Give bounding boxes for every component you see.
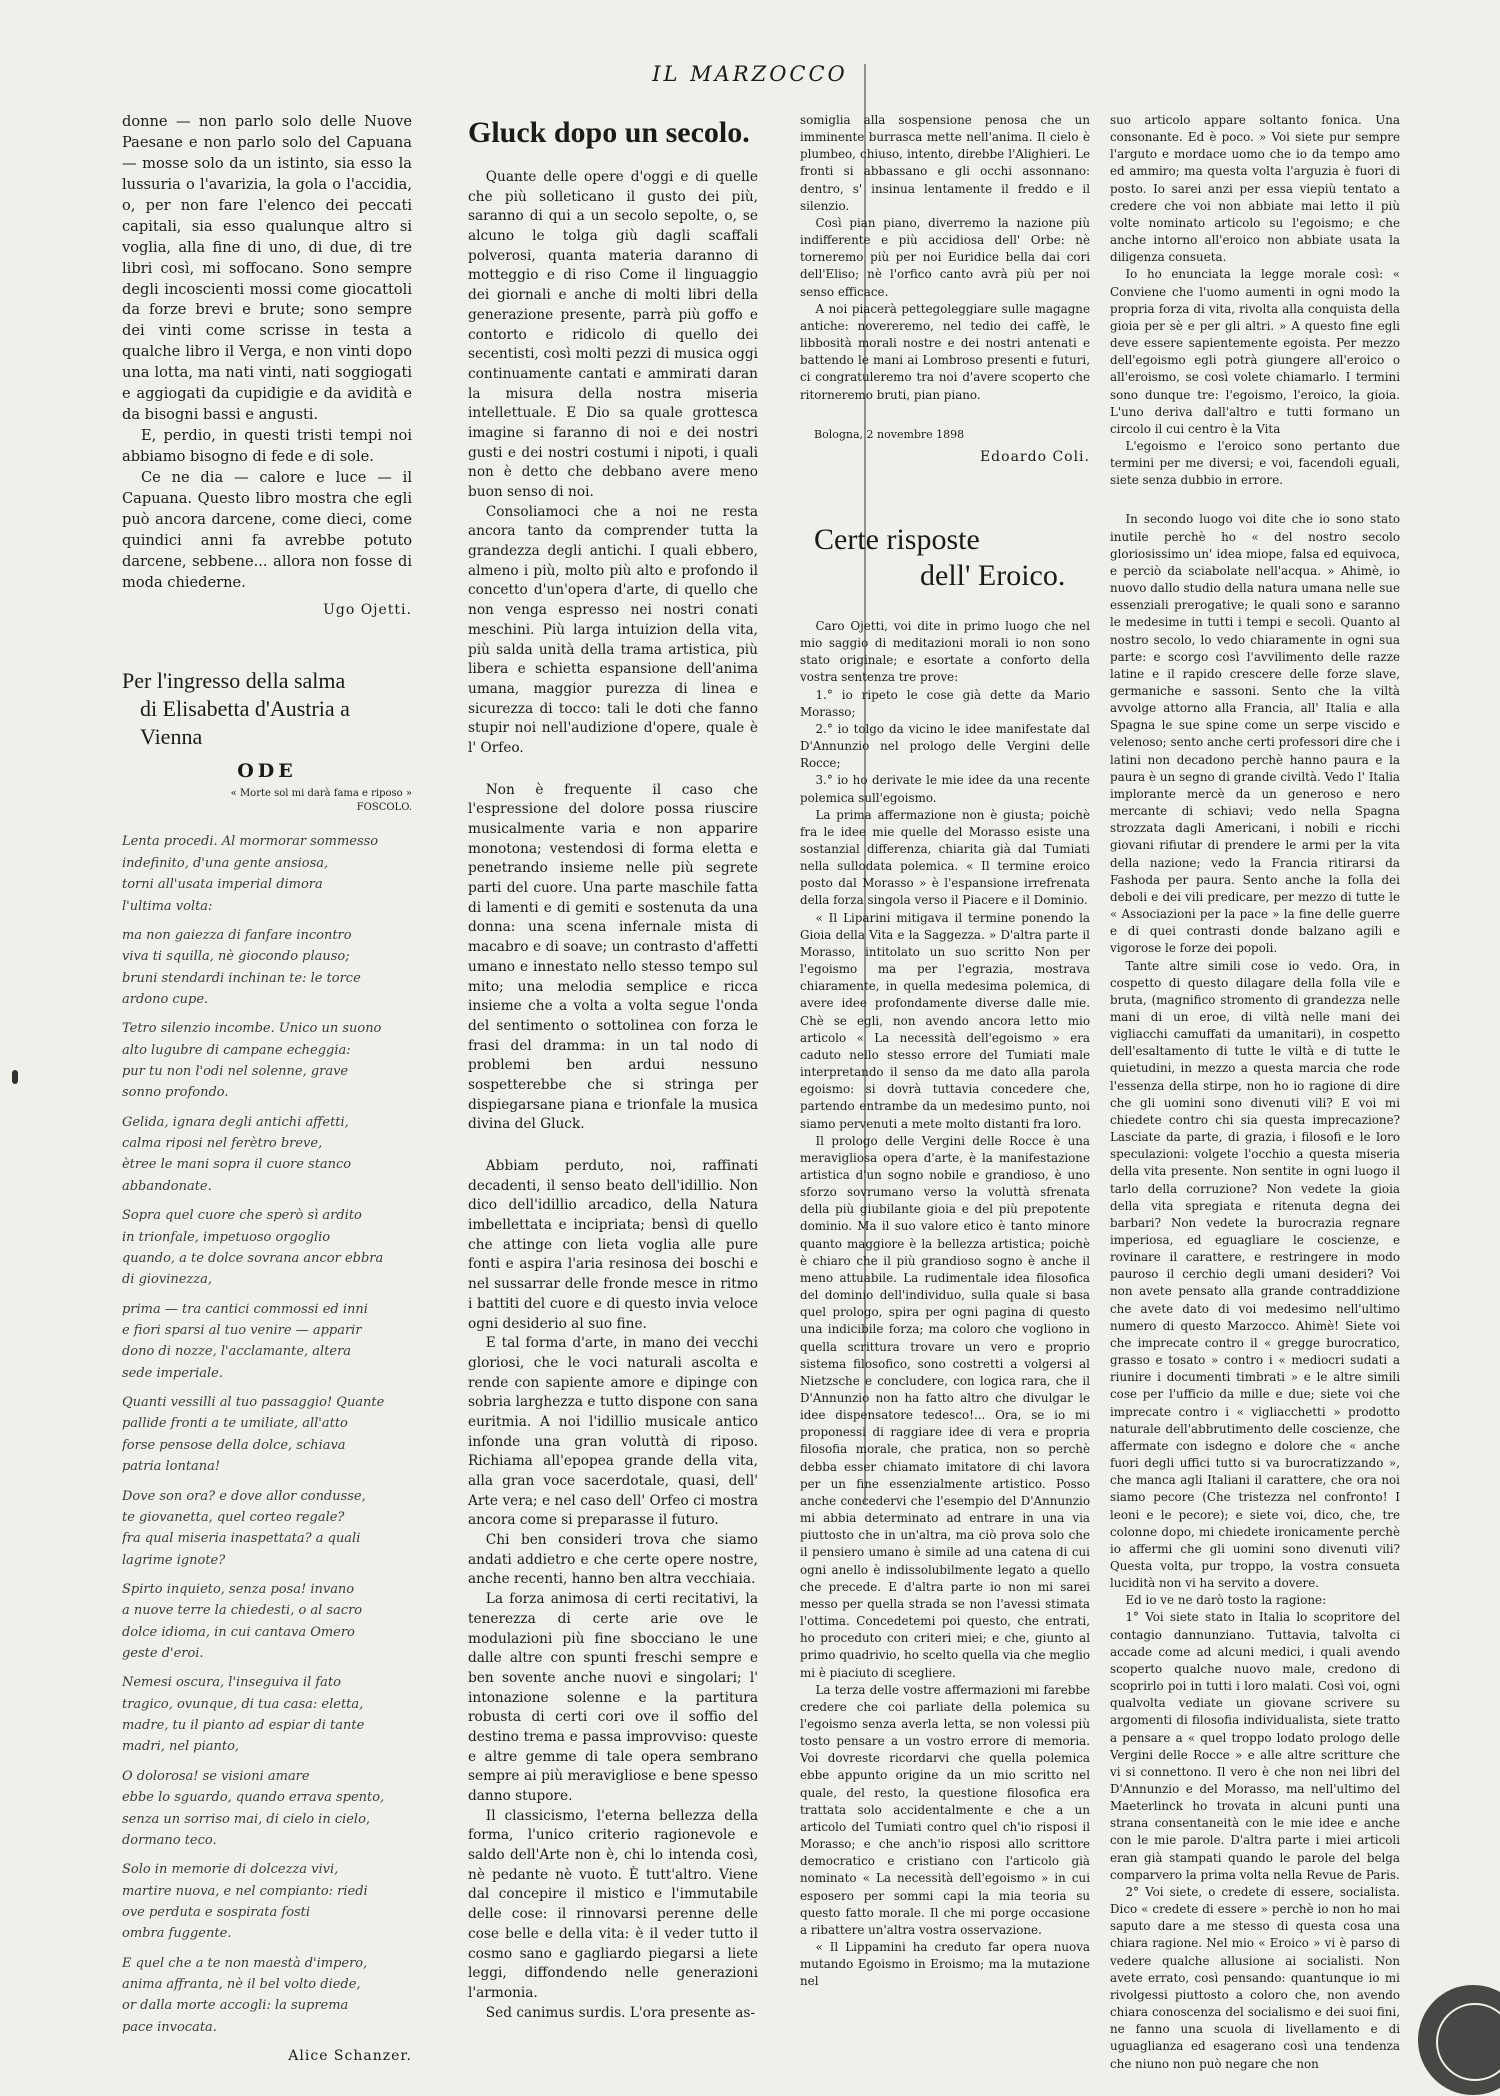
poem-stanza [122,1018,412,1103]
article-signature: Ugo Ojetti. [323,601,412,618]
paragraph: somiglia alla sospensione penosa che un imminente burrasca mette nell'anima. Il cielo è plumbeo, chiuso, intento, direbbe l'Alighieri. Le fronti si abbassano e gli occhi assonnano: dentro, s' insinua lentamente il freddo e il silenzio. [800,113,1090,213]
poem-line: e fiori sparsi al tuo venire — apparir [122,1322,362,1338]
poem-line: sonno profondo. [122,1085,229,1101]
poem-line: calma riposi nel ferètro breve, [122,1136,323,1152]
paragraph: La forza animosa di certi recitativi, la tenerezza di certe arie ove le modulazioni più fine sbocciano le une dalle altre con spunti freschi sempre e ben sovente anche nuovi e singolari; l' intonazione solenne e la partitura robusta di certi cori ove il soffio del destino trema e passa improvviso: queste e altre gemme di tale opera sembrano sempre ai più meravigliose e bene spesso danno stupore. [468,1591,758,1804]
poem-line: a nuove terre la chiedesti, o al sacro [122,1603,363,1619]
poem-stanza [122,1579,412,1664]
poem-line: Gelida, ignara degli antichi affetti, [122,1114,349,1130]
poem-stanza [122,831,412,916]
poem-line: di giovinezza, [122,1272,212,1288]
poem-line: Dove son ora? e dove allor condusse, [122,1488,366,1504]
paragraph: « Il Lippamini ha creduto far opera nuova mutando Egoismo in Eroismo; ma la mutazione nel [800,1940,1090,1989]
paragraph: Io ho enunciata la legge morale così: « Conviene che l'uomo aumenti in ogni modo la propria forza di vita, rivolta alla conquista della gioia per sè e per gli altri. » A questo fine egli deve essere sapientemente egoista. Per mezzo dell'egoismo egli potrà giungere all'eroico o all'eroismo, se così volete chiamarlo. I termini sono dunque tre: l'egoismo, l'eroico, la gioia. L'uno deriva dall'altro e tutti formano un circolo il cui centro è la Vita [1110,267,1400,436]
paragraph: 2.° io tolgo da vicino le idee manifestate dal D'Annunzio nel prologo delle Vergini delle Rocce; [800,721,1090,771]
paragraph: Così pian piano, diverremo la nazione più indifferente e più accidiosa dell' Orbe: nè torneremo più per noi Euridice bella dai cori dell'Eliso; nè l'orfico canto avrà più per noi senso efficace. [800,215,1090,299]
epigraph-quote: « Morte sol mi darà fama e riposo » [230,788,412,800]
paragraph: Consoliamoci che a noi ne resta ancora tanto da comprender tutta la grandezza degli antichi. I quali ebbero, almeno i più, molto più alto e profondo il concetto d'un'opera d'arte, di quello che non venga espresso nei nostri conati meschini. Più larga intuizion della vita, più salda unità della trama artistica, più libera e schietta espansione dell'anima umana, maggior purezza di linea e sicurezza di tocco: tali le doti che fanno stupir noi nell'audizione d'opere, quale è l' Orfeo. [468,503,758,756]
article-title: Certe risposte [814,522,980,556]
paragraph: Il classicismo, l'eterna bellezza della forma, l'unico criterio ragionevole e saldo dell'Arte non è, chi lo intenda così, nè pedante nè vuoto. È tutt'altro. Viene dal concepire il mistico e l'immutabile delle cose: il rinnovarsi perenne delle cose belle e della vita: è il veder tutto il cosmo sano e gagliardo piegarsi a liete leggi, diffondendo nelle generazioni l'armonia. [468,1807,758,2001]
poem-line: viva ti squilla, nè giocondo plauso; [122,949,350,965]
paragraph: La terza delle vostre affermazioni mi farebbe credere che coi parliate della polemica su l'egoismo senza averla letta, se non volessi più tosto pensare a un vostro errore di memoria. Voi dovreste ricordarvi che quella polemica ebbe appunto origine da un mio scritto nel quale, del resto, la questione filosofica era trattata solo accidentalmente e che a un articolo del Tumiati contro quel ch'io risposi il Morasso; e che anch'io risposi allo scrittore democratico e cristiano con l'articolo già nominato « La necessità dell'egoismo » in cui esposero per sommi capi la mia teoria su questo fatto morale. Il che mi porge occasione a ribattere un'altra vostra osservazione. [800,1682,1090,1937]
paragraph: E, perdio, in questi tristi tempi noi abbiamo bisogno di fede e di sole. [122,427,412,465]
article-body [800,618,1090,1991]
paragraph: 1° Voi siete stato in Italia lo scopritore del contagio dannunziano. Tuttavia, talvolta ci accade come ad alcuni medici, i quali avendo scoperto qualche nuovo male, credono di scoprirlo poi in tutti i loro malati. Così voi, ogni qualvolta vediate un giovane scrivere su argomenti di filosofia individualista, siete tratto a pensare a « quel troppo lodato prologo delle Vergini delle Rocce » e alle altre scritture che vi si connettono. Il vero è che non nei libri del D'Annunzio e del Morasso, ma nell'ultimo del Maeterlinck ho trovata in alcuni punti una strana consentaneità con le mie idee e anche con le mie parole. D'altra parte i miei articoli eran già stampati quando le parole del belga comparvero la prima volta nella Revue de Paris. [1110,1610,1400,1882]
poem-line: pur tu non l'odi nel solenne, grave [122,1064,349,1080]
poem-line: pallide fronti a te umiliate, all'atto [122,1416,348,1432]
poem-line: tragico, ovunque, di tua casa: eletta, [122,1696,364,1712]
paragraph: In secondo luogo voi dite che io sono stato inutile perchè ho « del nostro secolo gloriosissimo un' idea miope, falsa ed equivoca, e perciò da sciabolate nell'acqua. » Ahimè, io nuovo dallo studio della natura umana nelle sue essenziali prerogative; le quali sono e saranno le medesime in tutti i tempi e secoli. Quanto al nostro secolo, lo vedo chiaramente in ogni sua parte: e scorgo così l'avvilimento delle razze latine e il rapido crescere delle forze slave, germaniche e sassoni. Sento che la viltà avvolge attorno alla Francia, all' Italia e alla Spagna le sue spine come un serpe viscido e velenoso; sento anche certi professori dire che i latini non decadono perchè hanno paura e la paura è un segno di grande civiltà. Vedo l' Italia implorante mercè da un generoso e nero mercante di schiavi; vedo nella Spagna strozzata dagli Americani, i nobili e ricchi giovani rifiutar di prendere le armi per la vita della nazione; vedo la Francia ritirarsi da Fashoda per paura. Sento anche la folla dei deboli e dei vili predicare, per mezzo di tutte le « Associazioni per la pace » la fine delle guerre e di quei contrasti donde balzano agili e vigorose le forze dei popoli. [1110,512,1400,956]
paragraph: Caro Ojetti, voi dite in primo luogo che nel mio saggio di meditazioni morali io non sono stato originale; e esortate a conforto della vostra sentenza tre prove: [800,618,1090,685]
ink-blot [12,1070,18,1084]
poem-title-line-2: di Elisabetta d'Austria a Vienna [140,695,350,749]
article-title-line-2: dell' Eroico. [920,558,1066,592]
article-title: Gluck dopo un secolo. [468,116,750,149]
ode-heading: ODE [237,759,297,782]
poem-line: forse pensose della dolce, schiava [122,1437,346,1453]
paragraph: 3.° io ho derivate le mie idee da una recente polemica sull'egoismo. [800,773,1090,805]
poem-line: E quel che a te non maestà d'impero, [122,1955,368,1971]
poem-title: Per l'ingresso della salma [122,667,346,693]
poem-line: or dalla morte accogli: la suprema [122,1998,349,2014]
poem-line: geste d'eroi. [122,1646,204,1662]
paragraph: 1.° io ripeto le cose già dette da Mario Morasso; [800,687,1090,719]
poem-line: indefinito, d'una gente ansiosa, [122,855,329,871]
poem-line: dormano teco. [122,1832,217,1848]
poem-stanza [122,1859,412,1944]
poem-line: sede imperiale. [122,1365,223,1381]
poem-line: prima — tra cantici commossi ed inni [122,1301,368,1317]
paragraph: Chi ben consideri trova che siamo andati addietro e che certe opere nostre, anche recenti, hanno ben altra vecchiaia. [468,1532,758,1588]
poem-stanza [122,1672,412,1757]
paragraph: « Il Liparini mitigava il termine ponendo la Gioia della Vita e la Saggezza. » D'altra parte il Morasso, intitolato un suo scritto Non per l'egoismo ma per l'egrazia, mostrava chiaramente, in quella medesima polemica, di avere idee profondamente diverse dalle mie. Chè se egli, non avendo ancora letto mio articolo « La necessità dell'egoismo » era caduto nello stesso errore del Tumiati male interpretando il senso da me dato alla parola egoismo: si dovrà tuttavia concedere che, partendo entrambe da un medesimo punto, noi siamo pervenuti a mete molto distanti fra loro. [800,910,1090,1131]
epigraph-author: FOSCOLO. [356,802,412,814]
poem-line: bruni stendardi inchinan te: le torce [122,970,361,986]
poem-stanza [122,1392,412,1477]
epigraph [122,787,412,815]
newspaper-masthead: IL MARZOCCO [652,62,848,86]
poem-line: Nemesi oscura, l'inseguiva il fato [122,1675,341,1691]
poem-line: pace invocata. [122,2019,217,2035]
paragraph: L'egoismo e l'eroico sono pertanto due termini per me diversi; e voi, facendoli eguali, siete senza dubbio in errore. [1110,438,1400,488]
article-body [1110,112,1400,2073]
paragraph: A noi piacerà pettegoleggiare sulle magagne antiche: novereremo, nel tedio dei caffè, le libbosità morali nostre e dei nostri antenati e battendo le mani ai Lombroso presenti e futuri, ci congratuleremo tra noi d'avere scoperto che ritorneremo bruti, pian piano. [800,301,1090,402]
paragraph: Abbiam perduto, noi, raffinati decadenti, il senso beato dell'idillio. Non dico dell'idillio arcadico, della Natura imbellettata e incipriata; bensì di quello che attinge con lieta voglia alle pure fonti e aspira l'aria resinosa dei boschi e nel sussarrar delle fronde mesce in ritmo i battiti del cuore e di questo invia veloce ogni desiderio al suo fine. [468,1158,758,1332]
paragraph: La prima affermazione non è giusta; poichè fra le idee mie quelle del Morasso esiste una sostanzial differenza, chiarita già dal Tumiati nella sullodata polemica. « Il termine eroico posto dal Morasso » è l'espansione irrefrenata della forza singola verso il Piacere e il Dominio. [800,807,1090,908]
poem-line: ebbe lo sguardo, quando errava spento, [122,1790,385,1806]
paragraph: Ce ne dia — calore e luce — il Capuana. Questo libro mostra che egli può ancora darcene, come dieci, come quindici anni fa avrebbe potuto darcene, sebbene... allora non fosse di moda chiederne. [122,468,412,591]
poem-stanza [122,1112,412,1197]
poem-stanza [122,1205,412,1290]
paragraph: Quante delle opere d'oggi e di quelle che più solleticano il gusto dei più, saranno di qui a un secolo sepolte, o, se alcuno le tolga giù dagli scaffali polverosi, quanta materia daranno di motteggio e di riso Come il linguaggio dei giornali e anche di molti libri della generazione presente, parrà più goffo e contorto e ridicolo di quello dei secentisti, così molti pezzi di musica oggi continuamente cantati e ammirati daran la misura della nostra miseria intellettuale. E Dio sa quale grottesca imagine si faranno di noi e dei nostri gusti e dei nostri costumi i nipoti, i quali non è detto che debbano avere meno buon senso di noi. [468,169,758,500]
poem-line: dolce idioma, in cui cantava Omero [122,1624,355,1640]
paragraph: 2° Voi siete, o credete di essere, socialista. Dico « credete di essere » perchè io non ho mai saputo dare a me stesso di questa cosa una chiara ragione. Nel mio « Eroico » vi è parso di vedere qualche allusione ai socialisti. Non avete errato, così pensando: quantunque io mi rivolgessi piuttosto a coloro che, non avendo chiara conoscenza del socialismo e dei suoi fini, ne fanno una scuola di livellamento e di uguaglianza ed esagerano così una tendenza che niuno non può negare che non [1110,1884,1400,2071]
paragraph: Sed canimus surdis. L'ora presente as- [485,2004,756,2021]
poem-line: madri, nel pianto, [122,1739,240,1755]
poem-line: l'ultima volta: [122,898,213,914]
poem-line: O dolorosa! se visioni amare [122,1768,310,1784]
poem-stanza [122,1953,412,2038]
poem-line: Solo in memorie di dolcezza vivi, [122,1862,339,1878]
poem-line: ove perduta e sospirata fosti [122,1904,311,1920]
poem-line: senza un sorriso mai, di cielo in cielo, [122,1811,371,1827]
poem-stanza [122,1299,412,1384]
poem-line: Tetro silenzio incombe. Unico un suono [122,1021,382,1037]
poem-line: martire nuova, e nel compianto: riedi [122,1883,368,1899]
poem-line: patria lontana! [122,1459,221,1475]
poem-line: in trionfale, impetuoso orgoglio [122,1229,331,1245]
poem-line: alto lugubre di campane echeggia: [122,1042,351,1058]
poem-line: fra qual miseria inaspettata? a quali [122,1531,361,1547]
column-1 [122,112,412,2067]
poem-line: anima affranta, nè il bel volto diede, [122,1977,361,1993]
poem-line: Quanti vessilli al tuo passaggio! Quante [122,1395,385,1411]
paragraph: suo articolo appare soltanto fonica. Una consonante. Ed è poco. » Voi siete pur sempre l'arguto e mordace uomo che io da tempo amo ed ammiro; ma questa volta l'arguzia è fuori di posto. Io sarei anzi per essa viepiù tentato a credere che voi non abbiate mai letto il più volte nominato articolo su l'egoismo; e che anche intorno all'eroico non abbiate usata la diligenza consueta. [1110,113,1400,265]
poem-line: Spirto inquieto, senza posa! invano [122,1581,355,1597]
poem-line: ma non gaiezza di fanfare incontro [122,927,352,943]
poem-stanza [122,1486,412,1571]
poem-signature: Alice Schanzer. [288,2048,412,2065]
article-signature: Edoardo Coli. [979,448,1090,465]
poem-line: ombra fuggente. [122,1926,232,1942]
poem-stanza [122,1766,412,1851]
poem-line: ardono cupe. [122,991,209,1007]
poem-stanzas [122,831,412,2038]
poem-line: madre, tu il pianto ad espiar di tante [122,1718,365,1734]
article-body [468,168,758,2023]
poem-line: torni all'usata imperial dimora [122,877,323,893]
poem-line: Lenta procedi. Al mormorar sommesso [122,834,379,850]
paragraph: Non è frequente il caso che l'espressione del dolore possa riuscire musicalmente varia e non apparire monotona; vestendosi di forma eletta e penetrando insieme nelle più segrete parti del cuore. Una parte maschile fatta di lamenti e di gemiti e sostenuta da una donna: una scena infernale mista di macabro e di soave; un contrasto d'affetti umano e innestato nello stesso tempo sul mito; una melodia semplice e ricca insieme che a volta a volta segue l'onda del sentimento o sottolinea con forza le frasi del dramma: in un tal nodo di problemi ben ardui nessuno sospetterebbe che si stringa per dispiegarsane piana e trionfale la musica divina del Gluck. [468,781,758,1133]
library-stamp [1418,1985,1500,2095]
poem-line: ètree le mani sopra il cuore stanco [122,1157,352,1173]
column-3 [800,112,1090,1990]
paragraph: donne — non parlo solo delle Nuove Paesane e non parlo solo del Capuana — mosse solo da un istinto, sia esso la lussuria o l'avarizia, la gola o l'accidia, o, per non fare l'elenco dei peccati capitali, sia esso qualunque altro si voglia, alla fine di uno, di due, di tre libri così, mi soffocano. Sono sempre degli incoscienti mossi come giocattoli da forze brevi e brute; sono sempre dei vinti come scrisse in testa a qualche libro il Verga, e non vinti dopo una lotta, ma nati vinti, nati soggiogati e aggiogati da cupidigie e da avidità e da bisogni bassi e angusti. [122,113,412,424]
poem-line: dono di nozze, l'acclamante, altera [122,1344,352,1360]
poem-line: Sopra quel cuore che sperò sì ardito [122,1208,362,1224]
column-4 [1110,112,1400,2073]
paragraph: Il prologo delle Vergini delle Rocce è una meravigliosa opera d'arte, è la manifestazione artistica d'un sogno nobile e grandioso, è uno sforzo sovrumano verso la voluttà sfrenata della più giubilante gioia e del più prepotente dominio. Ma il suo valore etico è tanto minore quanto maggiore è la bellezza artistica; poichè è chiaro che il più grandioso sogno è anche il meno attuabile. La rudimentale idea filosofica del dominio dell'individuo, sulla quale si basa quel prologo, spira per ogni pagina di questo una indicibile forza; ma coloro che vogliono in quella scrittura trovare un vero e proprio sistema filosofico, sono costretti a volgersi al Nietzsche e concludere, con logica rara, che il D'Annunzio non ha fatto altro che divulgar le idee dispensatore tedesco!... Ora, se io mi proponessi di raggiare idee di vera e propria filosofia morale, che pratica, non so perchè debba esser chiamato imitatore di chi lavora per un fine essenzialmente artistico. Posso anche concedervi che l'esempio del D'Annunzio mi abbia determinato ad entrare in una via piuttosto che in un'altra, ma ciò prova solo che il pensiero umano è simile ad una catena di cui ogni anello è indissolubilmente legato a quello che precede. E d'altra parte io non mi sarei messo per quella strada se non l'avessi stimata l'ottima. Concedetemi poi questo, che entrati, ho proceduto con criteri miei; e che, giunto al primo quadrivio, ho scelto quella via che meglio mi è piaciuto di scegliere. [800,1133,1090,1680]
poem-line: te giovanetta, quel corteo regale? [122,1509,345,1525]
poem-line: quando, a te dolce sovrana ancor ebbra [122,1250,384,1266]
paragraph: E tal forma d'arte, in mano dei vecchi gloriosi, che le voci naturali ascolta e rende con sapiente amore e dipinge con sobria larghezza e tutto dispone con sana euritmia. A noi l'idillio musicale antico infonde una gran voluttà di riposo. Richiama all'epopea grande della vita, alla gran voce sacerdotale, quasi, dell' Arte vera; e nel caso dell' Orfeo ci mostra ancora come si preparasse il futuro. [468,1335,758,1529]
poem-line: lagrime ignote? [122,1552,226,1568]
poem-stanza [122,925,412,1010]
column-2 [468,112,758,2023]
paragraph: Tante altre simili cose io vedo. Ora, in cospetto di questo dilagare della folla vile e bruta, (magnifico stromento di grandezza nelle mani di un eroe, di viltà nelle mani dei vigliacchi camuffati da umanitari), in cospetto dell'esaltamento di tutte le viltà e di tutte le quietudini, in mezzo a questa marcia che rode l'essenza della stirpe, non ho io ragione di dire che gli uomini sono divenuti vili? E voi mi chiedete contro chi sia questa imprecazione? Lasciate da parte, di grazia, i filosofi e le loro speculazioni: volgete l'occhio a questa miseria della vita presente. Non sentite in ogni luogo il tarlo della corruzione? Non vedete la gioia della vita spregiata e ritenuta degna dei barbari? Non vedete la burocrazia regnare imperiosa, ed eguagliare le coscienze, e rovinare il carattere, e restringere in modo pauroso il cerchio degli umani desideri? Voi non avete pensato alla grande contraddizione che avete dato di voi medesimo nell'ultimo numero di questo Marzocco. Ahimè! Siete voi che imprecate contro il « gregge burocratico, grasso e tosato » contro i « mediocri sudati a riunire i documenti timbrati » e le altre simili cose per l'ufficio da mille e due; siete voi che imprecate contro i « vigliacchetti » prodotto naturale dell'abbrutimento delle coscienze, che affermate con isdegno e dolore che « anche fuori degli uffici tutto si va burocratizzando », che manca agli Italiani il carattere, che ora noi siamo pecore (Che tristezza nel confronto! I leoni e le pecore); e siete voi, dico, che, tre colonne dopo, mi chiedete ironicamente perchè io affermi che gli uomini sono divenuti vili? Questa volta, pur troppo, la vostra consueta lucidità non vi ha servito a dovere. [1110,958,1400,1591]
poem-line: abbandonate. [122,1178,212,1194]
dateline: Bologna, 2 novembre 1898 [814,427,965,441]
paragraph: Ed io ve ne darò tosto la ragione: [1125,1593,1327,1608]
